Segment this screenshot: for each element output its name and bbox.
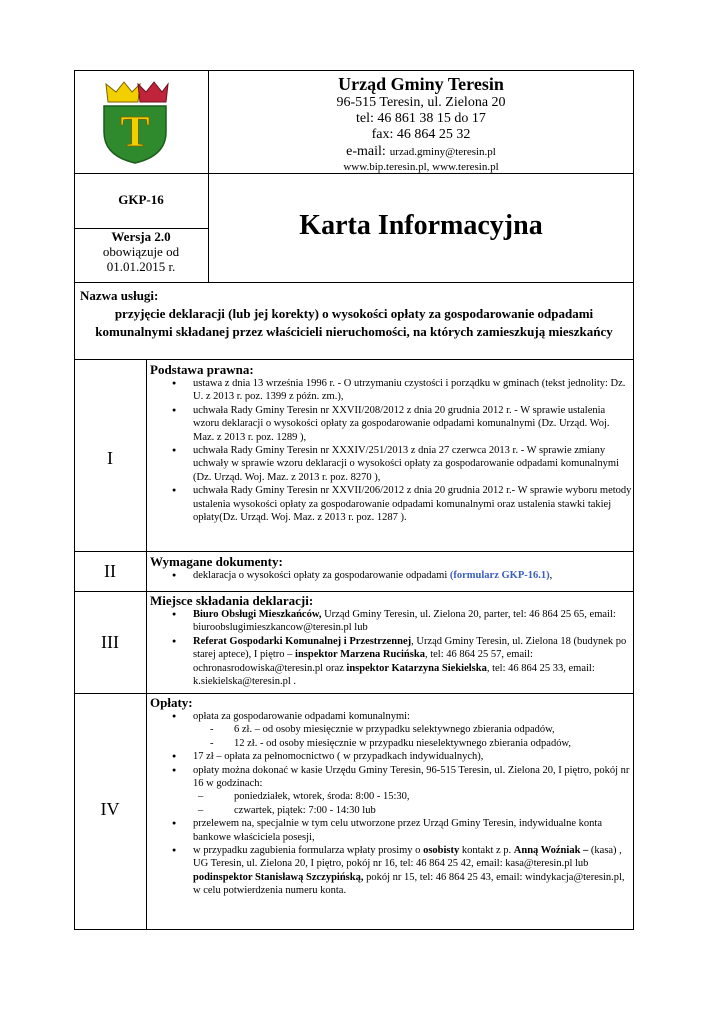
office-header xyxy=(208,70,634,174)
opening-hours: – poniedziałek, wtorek, środa: 8:00 - 15:30, xyxy=(150,790,632,803)
crest-letter: T xyxy=(120,107,150,156)
punct: , xyxy=(549,570,553,581)
email-label: e-mail: xyxy=(346,144,386,159)
contact-text: pokój nr 15, tel: 46 864 25 43, email: windykacja@teresin.pl, w celu potwierdzenia numeru konta. xyxy=(193,871,625,897)
divider xyxy=(146,359,147,930)
office-unit: Biuro Obsługi Mieszkańców, xyxy=(193,609,322,620)
section-number: III xyxy=(101,632,119,652)
office-unit: Referat Gospodarki Komunalnej i Przestrzennej xyxy=(193,635,412,647)
office-details: , Urząd Gminy Teresin, ul. Zielona 18 (budynek po starej aptece), I piętro – xyxy=(193,635,627,661)
section-number: II xyxy=(104,561,116,581)
section-documents xyxy=(150,554,632,582)
office-details: , tel: 46 864 25 33, email: k.siekielska@teresin.pl . xyxy=(193,662,595,688)
office-email[interactable]: urzad.gminy@teresin.pl xyxy=(389,146,496,158)
office-name: Urząd Gminy Teresin xyxy=(338,74,504,94)
fee-rate: - 12 zł. - od osoby miesięcznie w przypadku nieselektywnego zbierania odpadów, xyxy=(150,737,632,750)
service-block xyxy=(80,287,628,341)
place-list xyxy=(150,608,632,688)
opening-hours: – czwartek, piątek: 7:00 - 14:30 lub xyxy=(150,804,632,817)
contact-emphasis: osobisty xyxy=(423,845,460,857)
section-number: I xyxy=(107,448,113,468)
valid-from-label: obowiązuje od xyxy=(102,244,180,259)
inspector-name: inspektor Katarzyna Siekielska xyxy=(346,662,487,674)
contact-name: podinspektor Stanisławą Szczypińską, xyxy=(193,871,364,883)
inspector-name: inspektor Marzena Rucińska xyxy=(295,649,425,661)
contact-text: (kasa) , UG Teresin, ul. Zielona 20, I piętro, pokój nr 16, tel: 46 864 25 42, email: kasa@teresin.pl lub xyxy=(193,845,622,870)
office-details: , tel: 46 864 25 57, email: ochronasrodowiska@teresin.pl oraz xyxy=(193,649,533,674)
list-item xyxy=(150,844,632,898)
list-item: ● uchwała Rady Gminy Teresin nr XXVII/208/2012 z dnia 20 grudnia 2012 r. - W sprawie ustalenia wzoru deklaracji o wysokości opłaty za gospodarowanie odpadami komunalnymi (Dz. Urząd. Woj. Maz. z 2013 r. poz. 1289 ), xyxy=(150,404,632,444)
list-item xyxy=(150,569,632,582)
section-title: Podstawa prawna: xyxy=(150,362,254,377)
form-link[interactable]: (formularz GKP-16.1) xyxy=(449,570,550,581)
section-number: IV xyxy=(100,799,120,819)
section-title: Wymagane dokumenty: xyxy=(150,554,283,569)
list-item: ● uchwała Rady Gminy Teresin nr XXVII/206/2012 z dnia 20 grudnia 2012 r.- W sprawie wyboru metody ustalenia wysokości opłaty za gospodarowanie odpadami komunalnymi oraz ustalenia stawki takiej opłaty(Dz. Urząd. Woj. Maz. z 2013 r. poz. 1287 ). xyxy=(150,484,632,524)
legal-list xyxy=(150,377,632,524)
office-email-line xyxy=(208,143,634,160)
divider xyxy=(74,551,634,552)
list-item: ● ustawa z dnia 13 września 1996 r. - O utrzymaniu czystości i porządku w gminach (tekst jednolity: Dz. U. z 2013 r. poz. 1399 z późn. zm.), xyxy=(150,377,632,404)
list-item xyxy=(150,710,632,723)
fees-list xyxy=(150,710,632,723)
list-item: ● przelewem na, specjalnie w tym celu utworzone przez Urząd Gminy Teresin, indywidualne konta bankowe właściciela posesji, xyxy=(150,817,632,844)
documents-list xyxy=(150,569,632,582)
list-item xyxy=(150,608,632,635)
contact-text: w przypadku zagubienia formularza wpłaty prosimy o xyxy=(193,845,424,857)
divider xyxy=(74,693,634,694)
section-fees xyxy=(150,695,632,898)
office-details: Urząd Gminy Teresin, ul. Zielona 20, parter, tel: 46 864 25 65, email: biuroobslugimieszkancow@teresin.pl lub xyxy=(193,609,616,634)
list-item: ● 17 zł – opłata za pełnomocnictwo ( w przypadkach indywidualnych), xyxy=(150,750,632,763)
contact-name: Anną Woźniak – xyxy=(513,845,589,857)
list-item: ● opłaty można dokonać w kasie Urzędu Gminy Teresin, 96-515 Teresin, ul. Zielona 20, I piętro, pokój nr 16 w godzinach: xyxy=(150,764,632,791)
divider xyxy=(74,282,634,283)
section-title: Miejsce składania deklaracji: xyxy=(150,593,314,608)
fee-rate: - 6 zł. – od osoby miesięcznie w przypadku selektywnego zbierania odpadów, xyxy=(150,723,632,736)
crest-logo xyxy=(100,80,170,164)
section-submission-place xyxy=(150,593,632,688)
service-label: Nazwa usługi: xyxy=(80,288,159,303)
version-block xyxy=(74,229,208,274)
list-item xyxy=(150,635,632,689)
list-item: ● uchwała Rady Gminy Teresin nr XXXIV/251/2013 z dnia 27 czerwca 2013 r. - W sprawie zmiany uchwały w sprawie wzoru deklaracji o wysokości opłaty za gospodarowanie odpadami komunalnymi (Dz. Urząd. Woj. Maz. z 2013 r. poz. 8270 ), xyxy=(150,444,632,484)
section-legal-basis xyxy=(150,362,632,524)
doc-title: Karta Informacyjna xyxy=(299,210,543,241)
office-www[interactable]: www.bip.teresin.pl, www.teresin.pl xyxy=(343,161,499,173)
form-code: GKP-16 xyxy=(118,192,164,207)
contact-text: kontakt z p. xyxy=(459,845,514,857)
version: Wersja 2.0 xyxy=(111,229,171,244)
office-address: 96-515 Teresin, ul. Zielona 20 xyxy=(336,95,506,110)
divider xyxy=(74,359,634,360)
service-name: przyjęcie deklaracji (lub jej korekty) o wysokości opłaty za gospodarowanie odpadami komunalnymi składanej przez właścicieli nieruchomości, na których zamieszkują mieszkańcy xyxy=(95,306,613,339)
fee-title: ● opłata za gospodarowanie odpadami komunalnymi: xyxy=(193,711,410,722)
document-text: deklaracja o wysokości opłaty za gospodarowanie odpadami xyxy=(193,570,450,581)
valid-from-date: 01.01.2015 r. xyxy=(106,259,176,274)
office-tel: tel: 46 861 38 15 do 17 xyxy=(356,111,486,126)
fees-list-3 xyxy=(150,817,632,897)
office-fax: fax: 46 864 25 32 xyxy=(371,127,471,142)
fees-list-2 xyxy=(150,750,632,790)
section-title: Opłaty: xyxy=(150,695,193,710)
divider xyxy=(74,591,634,592)
